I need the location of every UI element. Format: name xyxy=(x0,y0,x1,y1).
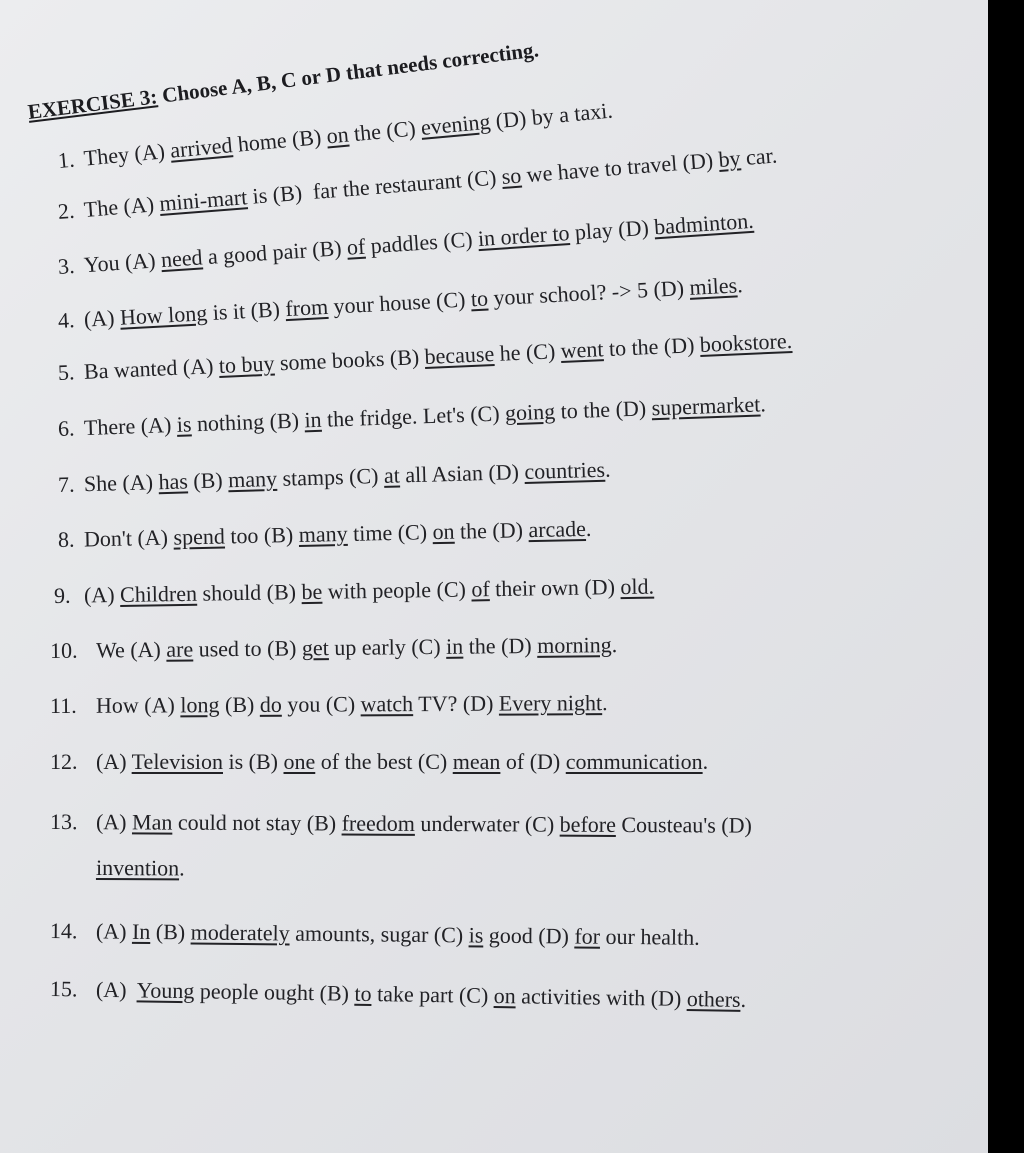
question-9 xyxy=(54,574,654,609)
sentence-text: (A) xyxy=(83,304,121,332)
sentence-text: amounts, sugar (C) xyxy=(289,920,469,948)
sentence-text: is it (B) xyxy=(206,296,286,326)
sentence-text: a good pair (B) xyxy=(201,234,348,270)
underlined-option: is xyxy=(176,411,192,437)
sentence-text: the (D) xyxy=(454,517,529,544)
sentence-text: used to (B) xyxy=(193,635,303,662)
underlined-option: Television xyxy=(131,749,223,774)
question-number: 11. xyxy=(49,692,77,718)
question-number: 5. xyxy=(57,359,76,385)
underlined-option: many xyxy=(298,520,348,547)
sentence-text: . xyxy=(759,391,767,417)
sentence-text: time (C) xyxy=(347,519,433,546)
underlined-option: morning xyxy=(537,632,612,658)
question-continuation xyxy=(96,855,185,881)
underlined-option: badminton. xyxy=(653,207,755,240)
sentence-text: should (B) xyxy=(196,579,302,606)
underlined-option: countries xyxy=(524,456,606,484)
question-7 xyxy=(58,457,611,498)
underlined-option: Man xyxy=(131,809,173,835)
sentence-text: you (C) xyxy=(281,691,361,717)
underlined-option: in xyxy=(445,633,464,659)
underlined-option: mean xyxy=(452,749,501,774)
sentence-text: Don't (A) xyxy=(83,524,174,552)
exercise-instruction: Choose A, B, C or D that needs correcting. xyxy=(160,37,540,108)
underlined-option: get xyxy=(301,635,329,661)
sentence-text: of the best (C) xyxy=(315,749,453,774)
underlined-option: is xyxy=(468,922,484,948)
underlined-option: in xyxy=(303,406,322,433)
underlined-option: How long xyxy=(119,300,208,330)
underlined-option: old. xyxy=(620,573,655,600)
sentence-text: paddles (C) xyxy=(364,226,479,259)
underlined-option: because xyxy=(424,340,495,369)
underlined-option: of xyxy=(471,576,490,602)
sentence-text: with people (C) xyxy=(322,576,472,604)
sentence-text: Cousteau's (D) xyxy=(615,811,752,838)
underlined-option: so xyxy=(500,162,523,190)
sentence-text: your house (C) xyxy=(327,286,472,319)
sentence-text: underwater (C) xyxy=(414,810,560,837)
question-10 xyxy=(50,632,617,664)
underlined-option: going xyxy=(504,398,556,426)
underlined-option: many xyxy=(227,465,278,493)
underlined-option: bookstore. xyxy=(699,327,793,357)
underlined-option: to xyxy=(470,285,489,312)
sentence-text: activities with (D) xyxy=(515,983,688,1012)
underlined-option: invention xyxy=(95,855,180,881)
underlined-option: arrived xyxy=(169,132,234,163)
underlined-option: went xyxy=(560,336,604,364)
underlined-option: be xyxy=(301,578,323,605)
sentence-text: . xyxy=(602,690,608,716)
sentence-text: You (A) xyxy=(83,247,162,278)
sentence-text: (B) xyxy=(187,467,229,494)
underlined-option: In xyxy=(131,918,151,945)
sentence-text: . xyxy=(740,986,747,1012)
sentence-text: your school? -> 5 (D) xyxy=(487,274,691,311)
sentence-text: the fridge. Let's (C) xyxy=(321,400,506,432)
sentence-text: too (B) xyxy=(224,521,299,549)
sentence-text: (A) xyxy=(83,581,121,608)
sentence-text: nothing (B) xyxy=(190,407,305,437)
underlined-option: of xyxy=(346,233,367,260)
sentence-text: . xyxy=(585,515,592,541)
sentence-text: good (D) xyxy=(483,922,575,949)
sentence-text: . xyxy=(611,632,618,658)
sentence-text: . xyxy=(702,749,709,774)
sentence-text: How (A) xyxy=(95,692,181,718)
sentence-text: he (C) xyxy=(493,338,562,366)
sentence-text: to the (D) xyxy=(602,331,701,362)
underlined-option: from xyxy=(284,293,329,322)
question-number: 1. xyxy=(56,146,76,173)
question-15 xyxy=(50,976,746,1013)
sentence-text: up early (C) xyxy=(328,633,447,661)
question-3 xyxy=(57,208,754,280)
question-number: 15. xyxy=(49,976,78,1002)
question-8 xyxy=(58,516,592,553)
sentence-text: the (C) xyxy=(347,115,423,147)
underlined-option: spend xyxy=(173,523,226,550)
question-6 xyxy=(58,391,767,442)
underlined-option: communication xyxy=(565,749,703,774)
question-number: 2. xyxy=(56,197,76,224)
sentence-text: play (D) xyxy=(568,214,655,246)
question-number: 4. xyxy=(57,307,76,333)
sentence-text: TV? (D) xyxy=(413,690,499,717)
question-13 xyxy=(50,809,752,839)
underlined-option: Every night xyxy=(498,690,603,716)
question-number: 6. xyxy=(57,415,75,441)
underlined-option: before xyxy=(559,811,616,837)
sentence-text: stamps (C) xyxy=(276,462,385,491)
question-number: 12. xyxy=(50,749,78,774)
underlined-option: on xyxy=(432,518,455,545)
underlined-option: supermarket xyxy=(651,391,761,421)
underlined-option: long xyxy=(180,692,220,718)
sentence-text: The (A) xyxy=(82,191,161,222)
underlined-option: Children xyxy=(119,580,198,607)
question-number: 10. xyxy=(49,637,78,663)
sentence-text: take part (C) xyxy=(371,981,494,1008)
underlined-option: at xyxy=(383,462,401,488)
sentence-text: we have to travel (D) xyxy=(520,147,720,188)
sentence-text: (A) xyxy=(95,918,133,944)
underlined-option: to xyxy=(354,980,372,1007)
sentence-text: (A) xyxy=(95,809,133,835)
sentence-text: is (B) far the restaurant (C) xyxy=(246,164,503,210)
sentence-text: to the (D) xyxy=(554,395,653,424)
question-11 xyxy=(50,690,608,719)
sentence-text: of (D) xyxy=(500,749,566,774)
sentence-text: Ba wanted (A) xyxy=(83,352,220,384)
question-12 xyxy=(50,749,708,775)
underlined-option: arcade xyxy=(528,515,587,543)
underlined-option: watch xyxy=(360,691,414,717)
sentence-text: (B) xyxy=(219,691,260,718)
sentence-text: She (A) xyxy=(83,469,159,497)
sentence-text: car. xyxy=(739,142,778,171)
underlined-option: are xyxy=(166,636,194,662)
sentence-text: our health. xyxy=(599,923,700,950)
sentence-text: (D) by a taxi. xyxy=(489,97,614,134)
underlined-option: freedom xyxy=(341,810,416,836)
underlined-option: by xyxy=(717,145,742,172)
question-number: 14. xyxy=(49,918,78,944)
sentence-text: . xyxy=(179,855,185,881)
sentence-text: is (B) xyxy=(223,749,284,774)
sentence-text: . xyxy=(736,272,744,298)
underlined-option: for xyxy=(574,923,601,949)
underlined-option: miles xyxy=(688,272,738,300)
sentence-text: (A) xyxy=(95,976,137,1003)
sentence-text: some books (B) xyxy=(273,344,426,376)
sentence-text: There (A) xyxy=(83,411,178,441)
sentence-text: . xyxy=(604,456,611,482)
underlined-option: Young xyxy=(136,977,195,1004)
underlined-option: moderately xyxy=(190,919,290,946)
question-number: 3. xyxy=(57,252,76,279)
question-number: 7. xyxy=(57,471,75,497)
underlined-option: evening xyxy=(419,108,492,140)
sentence-text: (B) xyxy=(150,919,191,945)
sentence-text: (A) xyxy=(96,749,132,774)
sentence-text: the (D) xyxy=(463,632,538,659)
question-4 xyxy=(57,272,743,334)
underlined-option: mini-mart xyxy=(158,184,249,216)
sentence-text: people ought (B) xyxy=(194,978,355,1006)
sentence-text: We (A) xyxy=(95,636,167,663)
sentence-text: their own (D) xyxy=(489,574,621,602)
question-number: 9. xyxy=(53,582,71,608)
question-number: 8. xyxy=(57,526,75,552)
underlined-option: need xyxy=(160,244,204,273)
underlined-option: in order to xyxy=(477,220,571,252)
question-14 xyxy=(50,918,700,951)
exercise-label: EXERCISE 3: xyxy=(26,84,159,124)
underlined-option: others xyxy=(686,986,741,1012)
underlined-option: on xyxy=(325,121,350,149)
underlined-option: has xyxy=(158,468,189,495)
underlined-option: on xyxy=(493,982,516,1009)
sentence-text: could not stay (B) xyxy=(172,809,342,836)
question-number: 13. xyxy=(49,809,78,835)
question-5 xyxy=(57,328,792,386)
sentence-text: They (A) xyxy=(82,137,172,171)
underlined-option: one xyxy=(283,749,316,774)
sentence-text: home (B) xyxy=(231,123,328,158)
underlined-option: do xyxy=(259,691,282,717)
sentence-text: all Asian (D) xyxy=(399,458,525,488)
underlined-option: to buy xyxy=(218,350,275,378)
